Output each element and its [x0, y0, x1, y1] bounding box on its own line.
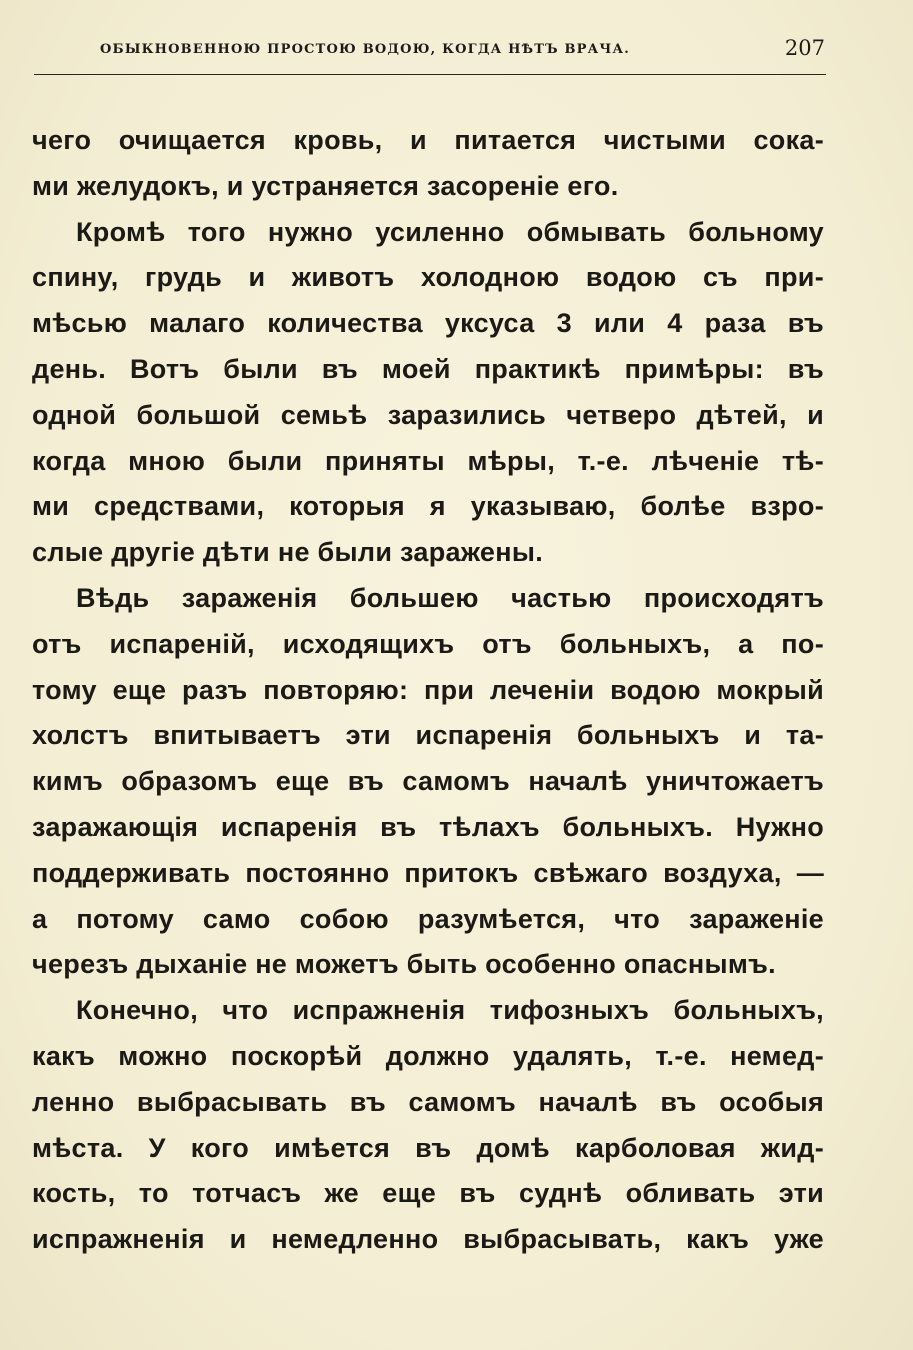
text-line: заражающія испаренія въ тѣлахъ больныхъ. Нужно: [32, 811, 824, 842]
text-line: мѣсью малаго количества уксуса 3 или 4 раза въ: [32, 308, 824, 339]
text-line: ми средствами, которыя я указываю, болѣе взро-: [32, 491, 824, 522]
text-line: ленно выбрасывать въ самомъ началѣ въ особыя: [32, 1086, 824, 1117]
text-line: кимъ образомъ еще въ самомъ началѣ уничтожаетъ: [32, 766, 824, 797]
text-line: холстъ впитываетъ эти испаренія больныхъ и та-: [32, 720, 824, 751]
text-line: какъ можно поскорѣй должно удалять, т.-е. немед-: [32, 1040, 824, 1071]
text-line: мѣста. У кого имѣется въ домѣ карболовая жид-: [32, 1132, 824, 1163]
text-line: Кромѣ того нужно усиленно обмывать больному: [76, 216, 824, 247]
text-line: день. Вотъ были въ моей практикѣ примѣры: въ: [32, 353, 824, 384]
text-line: а потому само собою разумѣется, что зараженіе: [32, 903, 824, 934]
page-number: 207: [784, 36, 825, 60]
text-line: испражненія и немедленно выбрасывать, какъ уже: [32, 1224, 824, 1255]
text-line: слые другіе дѣти не были заражены.: [32, 537, 544, 568]
text-line: Конечно, что испражненія тифозныхъ больныхъ,: [76, 995, 824, 1026]
text-line: когда мною были приняты мѣры, т.-е. лѣченіе тѣ-: [32, 445, 824, 476]
text-line: спину, грудь и животъ холодною водою съ при-: [32, 262, 824, 293]
running-head: ОБЫКНОВЕННОЮ ПРОСТОЮ ВОДОЮ, КОГДА НѢТЪ ВРАЧА.: [100, 42, 630, 57]
body-text: [32, 118, 824, 1263]
text-line: Вѣдь зараженія большею частью происходятъ: [76, 582, 824, 613]
text-line: кость, то тотчасъ же еще въ суднѣ обливать эти: [32, 1178, 824, 1209]
header-rule: [34, 74, 826, 75]
text-line: одной большой семьѣ заразились четверо дѣтей, и: [32, 399, 824, 430]
text-line: поддерживать постоянно притокъ свѣжаго воздуха, —: [32, 857, 824, 888]
text-line: ми желудокъ, и устраняется засореніе его.: [32, 170, 619, 201]
text-line: отъ испареній, исходящихъ отъ больныхъ, а по-: [32, 628, 824, 659]
text-line: тому еще разъ повторяю: при леченіи водою мокрый: [32, 674, 824, 705]
text-line: чего очищается кровь, и питается чистыми сока-: [32, 125, 824, 155]
text-line: черезъ дыханіе не можетъ быть особенно опаснымъ.: [32, 949, 776, 980]
